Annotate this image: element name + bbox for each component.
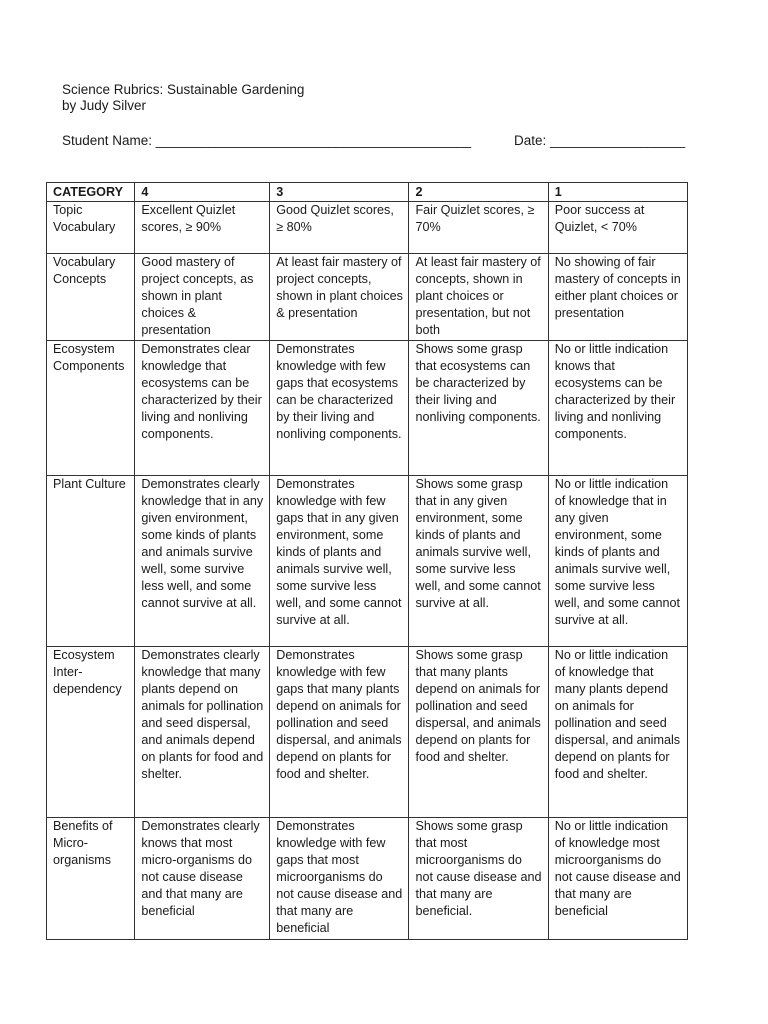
table-cell: Shows some grasp that many plants depend on animals for pollination and seed dispersal, and animals depend on plants for food and shelter. bbox=[409, 647, 548, 818]
table-cell: No or little indication knows that ecosystems can be characterized by their living and nonliving components. bbox=[548, 341, 687, 476]
table-cell: Demonstrates clear knowledge that ecosystems can be characterized by their living and nonliving components. bbox=[135, 341, 270, 476]
table-cell: Demonstrates clearly knowledge that many plants depend on animals for pollination and seed dispersal, and animals depend on plants for food and shelter. bbox=[135, 647, 270, 818]
page-title: Science Rubrics: Sustainable Gardening bbox=[62, 82, 305, 97]
row-category: Vocabulary Concepts bbox=[47, 254, 135, 341]
table-cell: Good Quizlet scores, ≥ 80% bbox=[270, 202, 409, 254]
table-cell: Demonstrates clearly knows that most micro-organisms do not cause disease and that many are beneficial bbox=[135, 818, 270, 940]
table-cell: Demonstrates knowledge with few gaps that many plants depend on animals for pollination and seed dispersal, and animals depend on plants for food and shelter. bbox=[270, 647, 409, 818]
row-category: Plant Culture bbox=[47, 476, 135, 647]
table-cell: Fair Quizlet scores, ≥ 70% bbox=[409, 202, 548, 254]
table-cell: Excellent Quizlet scores, ≥ 90% bbox=[135, 202, 270, 254]
table-cell: No or little indication of knowledge that in any given environment, some kinds of plants and animals survive well, some survive less well, and some cannot survive at all. bbox=[548, 476, 687, 647]
table-row bbox=[47, 254, 688, 341]
table-cell: Demonstrates clearly knowledge that in any given environment, some kinds of plants and animals survive well, some survive less well, and some cannot survive at all. bbox=[135, 476, 270, 647]
table-cell: No or little indication of knowledge most microorganisms do not cause disease and that many are beneficial bbox=[548, 818, 687, 940]
table-cell: At least fair mastery of project concepts, shown in plant choices & presentation bbox=[270, 254, 409, 341]
header-score-1: 1 bbox=[548, 183, 687, 202]
table-cell: Demonstrates knowledge with few gaps that most microorganisms do not cause disease and that many are beneficial bbox=[270, 818, 409, 940]
header-score-3: 3 bbox=[270, 183, 409, 202]
rubric-table bbox=[46, 182, 688, 940]
table-row bbox=[47, 476, 688, 647]
table-cell: No or little indication of knowledge that many plants depend on animals for pollination and seed dispersal, and animals depend on plants for food and shelter. bbox=[548, 647, 687, 818]
row-category: Ecosystem Components bbox=[47, 341, 135, 476]
row-category: Benefits of Micro-organisms bbox=[47, 818, 135, 940]
row-category: Topic Vocabulary bbox=[47, 202, 135, 254]
table-row bbox=[47, 818, 688, 940]
table-cell: Good mastery of project concepts, as shown in plant choices & presentation bbox=[135, 254, 270, 341]
table-row bbox=[47, 647, 688, 818]
author-line: by Judy Silver bbox=[62, 98, 147, 113]
table-cell: No showing of fair mastery of concepts in either plant choices or presentation bbox=[548, 254, 687, 341]
student-name-field: Student Name: __________________________________________ bbox=[62, 133, 472, 148]
table-cell: Shows some grasp that ecosystems can be characterized by their living and nonliving components. bbox=[409, 341, 548, 476]
table-cell: Shows some grasp that in any given environment, some kinds of plants and animals survive well, some survive less well, and some cannot survive at all. bbox=[409, 476, 548, 647]
table-cell: At least fair mastery of concepts, shown in plant choices or presentation, but not both bbox=[409, 254, 548, 341]
row-category: Ecosystem Inter-dependency bbox=[47, 647, 135, 818]
table-row bbox=[47, 341, 688, 476]
table-header-row bbox=[47, 183, 688, 202]
table-row bbox=[47, 202, 688, 254]
header-score-4: 4 bbox=[135, 183, 270, 202]
table-cell: Shows some grasp that most microorganisms do not cause disease and that many are beneficial. bbox=[409, 818, 548, 940]
table-cell: Poor success at Quizlet, < 70% bbox=[548, 202, 687, 254]
header-category: CATEGORY bbox=[47, 183, 135, 202]
date-field: Date: __________________ bbox=[514, 133, 686, 148]
table-cell: Demonstrates knowledge with few gaps that ecosystems can be characterized by their living and nonliving components. bbox=[270, 341, 409, 476]
table-cell: Demonstrates knowledge with few gaps that in any given environment, some kinds of plants and animals survive well, some survive less well, and some cannot survive at all. bbox=[270, 476, 409, 647]
header-score-2: 2 bbox=[409, 183, 548, 202]
